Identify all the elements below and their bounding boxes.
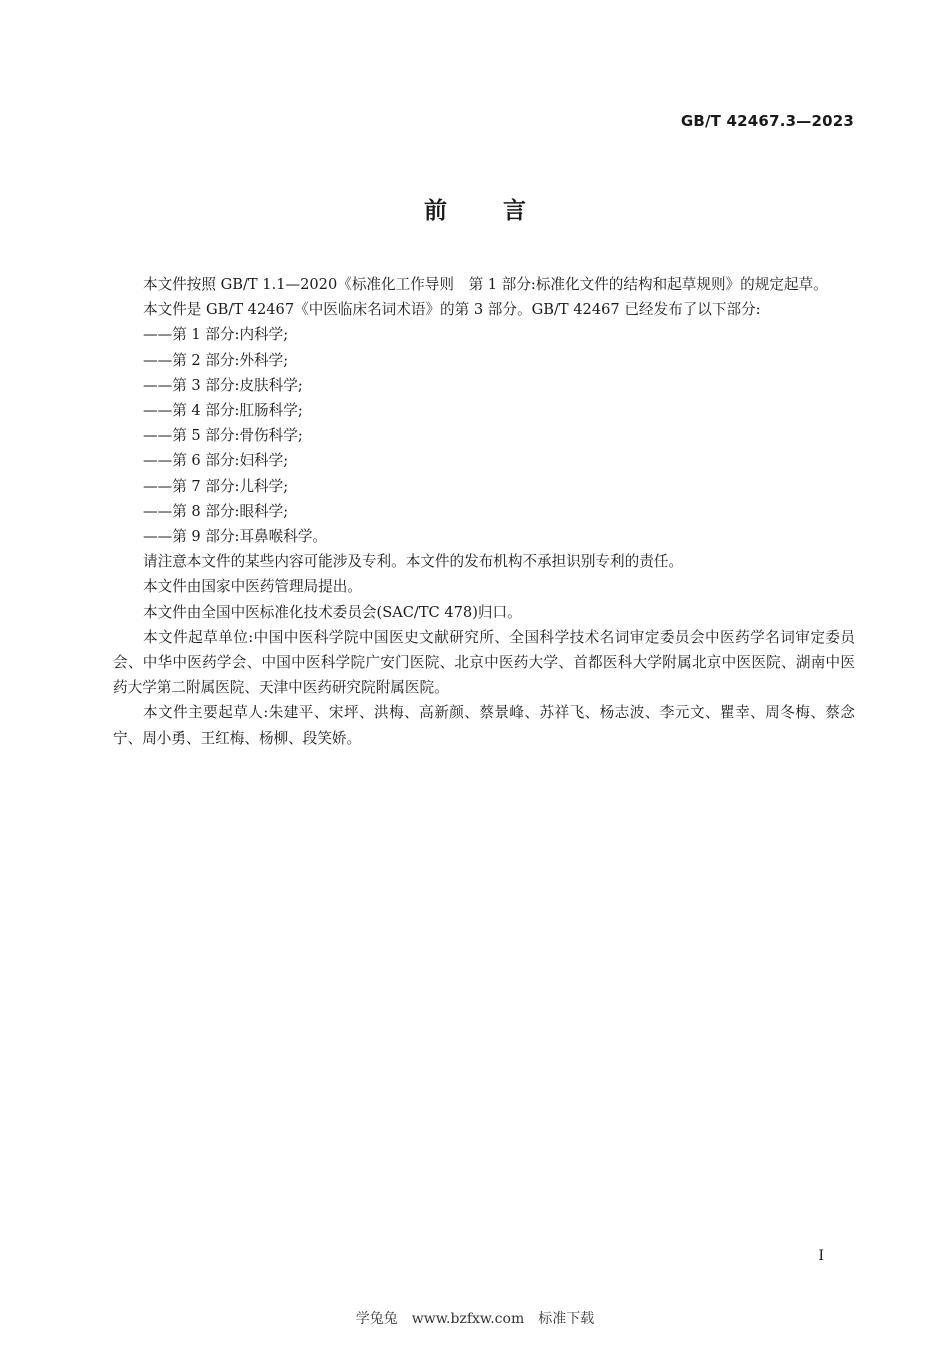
foreword-body bbox=[113, 272, 855, 751]
committee-paragraph: 本文件由全国中医标准化技术委员会(SAC/TC 478)归口。 bbox=[143, 603, 522, 621]
list-item: ——第 4 部分:肛肠科学; bbox=[143, 402, 303, 420]
list-item: ——第 1 部分:内科学; bbox=[143, 326, 289, 344]
page-title: 前言 bbox=[424, 198, 582, 224]
list-item: ——第 6 部分:妇科学; bbox=[143, 452, 289, 470]
standard-code: GB/T 42467.3—2023 bbox=[680, 112, 854, 130]
list-item: ——第 8 部分:眼科学; bbox=[143, 502, 289, 520]
published-parts-list bbox=[113, 322, 855, 549]
footer-watermark: 学兔兔 www.bzfxw.com 标准下载 bbox=[355, 1311, 595, 1327]
patent-notice-paragraph: 请注意本文件的某些内容可能涉及专利。本文件的发布机构不承担识别专利的责任。 bbox=[143, 553, 683, 571]
list-item: ——第 3 部分:皮肤科学; bbox=[143, 376, 303, 394]
list-item: ——第 5 部分:骨伤科学; bbox=[143, 427, 303, 445]
list-item: ——第 9 部分:耳鼻喉科学。 bbox=[143, 528, 328, 546]
drafting-units-paragraph: 本文件起草单位:中国中医科学院中国医史文献研究所、全国科学技术名词审定委员会中医药学名词审定委员会、中华中医药学会、中国中医科学院广安门医院、北京中医药大学、首都医科大学附属北京中医医院、湖南中医药大学第二附属医院、天津中医药研究院附属医院。 bbox=[113, 628, 855, 697]
list-item: ——第 7 部分:儿科学; bbox=[143, 477, 289, 495]
drafting-rules-paragraph: 本文件按照 GB/T 1.1—2020《标准化工作导则 第 1 部分:标准化文件的结构和起草规则》的规定起草。 bbox=[143, 276, 828, 293]
series-paragraph: 本文件是 GB/T 42467《中医临床名词术语》的第 3 部分。GB/T 42467 已经发布了以下部分: bbox=[143, 301, 761, 319]
drafters-paragraph: 本文件主要起草人:朱建平、宋坪、洪梅、高新颜、蔡景峰、苏祥飞、杨志波、李元文、瞿幸、周冬梅、蔡念宁、周小勇、王红梅、杨柳、段笑娇。 bbox=[113, 704, 855, 747]
page-number: I bbox=[818, 1248, 824, 1264]
proposer-paragraph: 本文件由国家中医药管理局提出。 bbox=[143, 578, 362, 596]
list-item: ——第 2 部分:外科学; bbox=[143, 351, 289, 369]
